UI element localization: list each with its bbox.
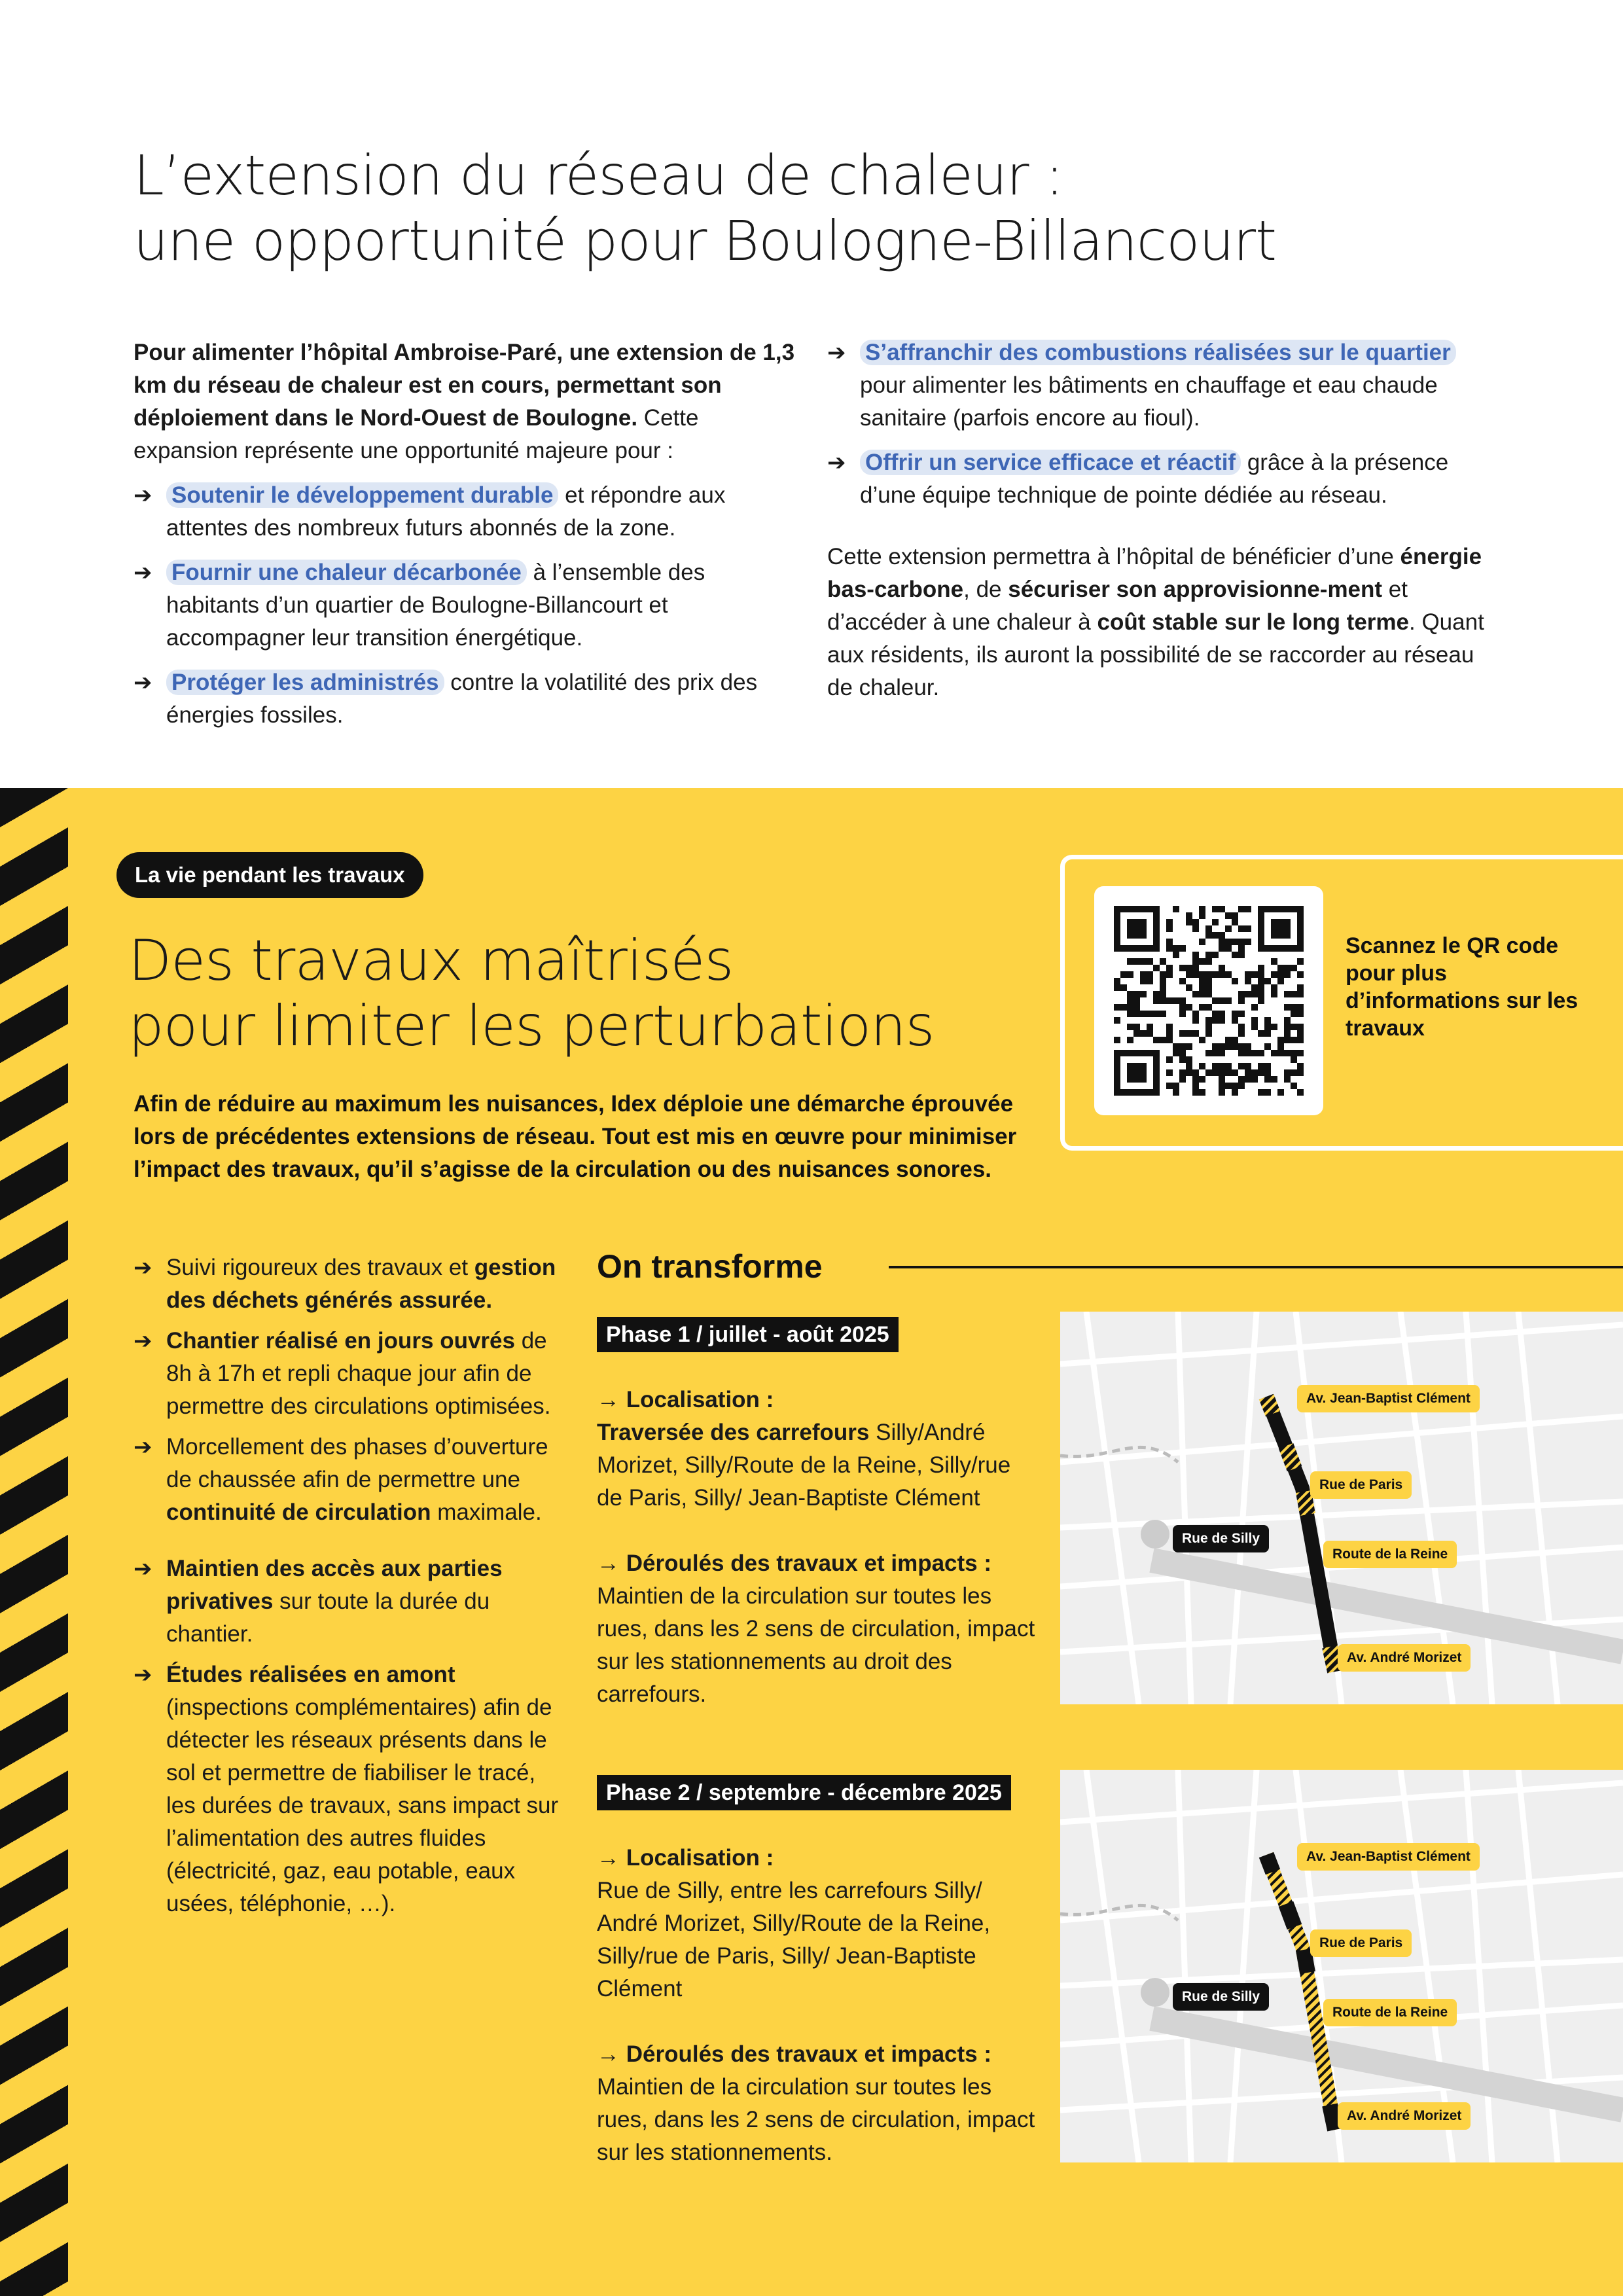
arrow-right-icon: ➔ xyxy=(134,560,152,586)
measure-item: ➔ Suivi rigoureux des travaux et gestion des déchets générés assurée. xyxy=(134,1251,565,1317)
hazard-stripes xyxy=(0,788,68,2296)
map-label-silly: Rue de Silly xyxy=(1173,1983,1269,2011)
benefit-item: ➔ Fournir une chaleur décarbonée à l’ensemble des habitants d’un quartier de Boulogne-Billancourt et accompagner leur transition énergétique. xyxy=(134,556,801,655)
qr-code-icon xyxy=(1094,886,1323,1115)
measure-item: ➔ Maintien des accès aux parties privatives sur toute la durée du chantier. xyxy=(134,1552,565,1651)
measure-item: ➔ Études réalisées en amont (inspections complémentaires) afin de détecter les réseaux présents dans le sol et permettre de fiabiliser le tracé, les durées de travaux, sans impact sur l’alimentation des autres fluides (électricité, gaz, eau potable, eaux usées, téléphonie, …). xyxy=(134,1659,565,1920)
map-label-morizet: Av. André Morizet xyxy=(1338,1644,1471,1672)
phase-1-details: → Localisation : Traversée des carrefours Silly/André Morizet, Silly/Route de la Reine, Silly/rue de Paris, Silly/ Jean-Baptiste Clément → Déroulés des travaux et impacts : Maintien de la circulation sur toutes les rues, dans les 2 sens de circulation, impact sur les stationnements au droit des carrefours. xyxy=(597,1387,1035,1707)
arrow-right-icon: ➔ xyxy=(134,1328,152,1354)
map-label-jbc: Av. Jean-Baptist Clément xyxy=(1297,1385,1480,1412)
heading-rule xyxy=(889,1266,1623,1268)
phase-1-map xyxy=(1060,1312,1623,1704)
benefit-item: ➔ Offrir un service efficace et réactif grâce à la présence d’une équipe technique de pointe dédiée au réseau. xyxy=(827,446,1501,512)
arrow-right-icon: ➔ xyxy=(827,450,846,476)
intro-lead: Pour alimenter l’hôpital Ambroise-Paré, une extension de 1,3 km du réseau de chaleur est en cours, permettant son déploiement dans le Nord-Ouest de Boulogne. Cette expansion représente une opportunité majeure pour : xyxy=(134,340,795,463)
phase-1-label: Phase 1 / juillet - août 2025 xyxy=(597,1317,899,1352)
benefit-item: ➔ S’affranchir des combustions réalisées sur le quartier pour alimenter les bâtiments en chauffage et eau chaude sanitaire (parfois encore au fioul). xyxy=(827,336,1501,435)
map-label-jbc: Av. Jean-Baptist Clément xyxy=(1297,1843,1480,1871)
qr-caption: Scannez le QR code pour plus d’informations sur les travaux xyxy=(1346,933,1578,1041)
benefit-item: ➔ Protéger les administrés contre la volatilité des prix des énergies fossiles. xyxy=(134,666,801,732)
qr-code[interactable] xyxy=(1094,886,1323,1115)
phase-2-label: Phase 2 / septembre - décembre 2025 xyxy=(597,1775,1011,1810)
extension-paragraph: Cette extension permettra à l’hôpital de bénéficier d’une énergie bas-carbone, de sécuriser son approvisionne-ment et d’accéder à une chaleur à coût stable sur le long terme. Quant aux résidents, ils auront la possibilité de se raccorder au réseau de chaleur. xyxy=(827,544,1484,700)
map-label-morizet: Av. André Morizet xyxy=(1338,2102,1471,2130)
map-label-silly: Rue de Silly xyxy=(1173,1525,1269,1552)
measure-item: ➔ Chantier réalisé en jours ouvrés de 8h à 17h et repli chaque jour afin de permettre des circulations optimisées. xyxy=(134,1325,565,1423)
arrow-right-icon: ➔ xyxy=(134,1662,152,1688)
phase-2-details: → Localisation : Rue de Silly, entre les carrefours Silly/ André Morizet, Silly/Route de la Reine, Silly/rue de Paris, Silly/ Jean-Baptiste Clément → Déroulés des travaux et impacts : Maintien de la circulation sur toutes les rues, dans les 2 sens de circulation, impact sur les stationnements. xyxy=(597,1845,1035,2165)
works-measures-list xyxy=(134,1251,565,1920)
map-label-reine: Route de la Reine xyxy=(1323,1541,1457,1568)
works-title: Des travaux maîtrisés pour limiter les perturbations xyxy=(128,928,935,1059)
arrow-right-icon: ➔ xyxy=(134,1556,152,1582)
arrow-right-icon: ➔ xyxy=(134,482,152,509)
intro-left-column xyxy=(134,336,801,732)
map-label-paris: Rue de Paris xyxy=(1310,1471,1412,1499)
arrow-right-icon: ➔ xyxy=(134,670,152,696)
arrow-right-icon: ➔ xyxy=(134,1434,152,1460)
works-intro: Afin de réduire au maximum les nuisances, Idex déploie une démarche éprouvée lors de précédentes extensions de réseau. Tout est mis en œuvre pour minimiser l’impact des travaux, qu’il s’agisse de la circulation ou des nuisances sonores. xyxy=(134,1091,1017,1182)
measure-item: ➔ Morcellement des phases d’ouverture de chaussée afin de permettre une continuité de circulation maximale. xyxy=(134,1431,565,1529)
benefit-item: ➔ Soutenir le développement durable et répondre aux attentes des nombreux futurs abonnés de la zone. xyxy=(134,479,801,545)
page-title: L’extension du réseau de chaleur : une opportunité pour Boulogne-Billancourt xyxy=(134,143,1277,273)
transform-heading: On transforme xyxy=(597,1248,823,1285)
arrow-right-icon: ➔ xyxy=(827,340,846,366)
section-pill: La vie pendant les travaux xyxy=(116,852,423,898)
arrow-right-icon: ➔ xyxy=(134,1255,152,1281)
phase-2-map xyxy=(1060,1770,1623,2162)
intro-right-column xyxy=(827,336,1501,704)
map-label-paris: Rue de Paris xyxy=(1310,1929,1412,1957)
map-label-reine: Route de la Reine xyxy=(1323,1999,1457,2026)
